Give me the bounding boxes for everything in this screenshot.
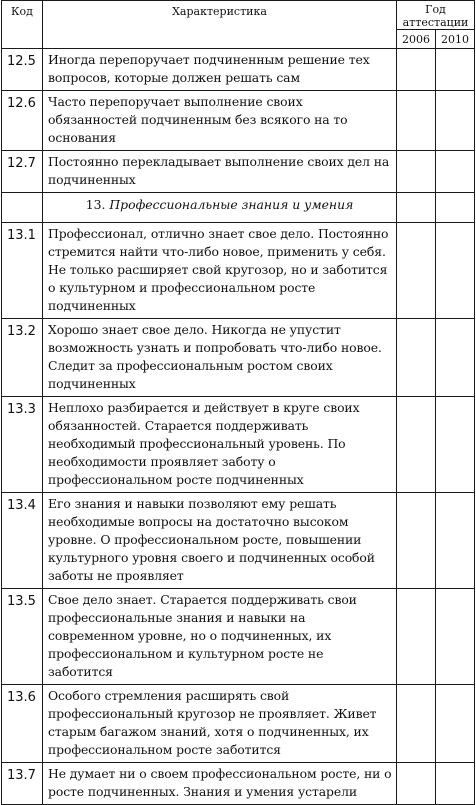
row-year-2006-cell[interactable] [397,319,436,397]
table-row [2,493,475,589]
row-year-2006-cell[interactable] [397,589,436,685]
table-row [2,397,475,493]
row-year-2010-cell[interactable] [436,589,475,685]
table-body-12 [2,49,475,193]
attestation-table [1,0,475,805]
table-row [2,589,475,685]
table-row [2,223,475,319]
table-row [2,151,475,193]
row-code: 13.7 [2,763,43,805]
section-code-cell [2,193,43,223]
section-year2-cell [436,193,475,223]
row-year-2006-cell[interactable] [397,223,436,319]
row-year-2006-cell[interactable] [397,91,436,151]
row-code: 12.7 [2,151,43,193]
row-text: Часто перепоручает выполнение своих обязанностей подчиненным без всякого на то основания [43,91,397,151]
row-year-2010-cell[interactable] [436,397,475,493]
row-code: 12.5 [2,49,43,91]
row-year-2006-cell[interactable] [397,763,436,805]
row-text: Особого стремления расширять свой профессиональный кругозор не проявляет. Живет старым багажом знаний, хотя о подчиненных, их профессиональном росте заботится [43,685,397,763]
row-text: Хорошо знает свое дело. Никогда не упустит возможность узнать и попробовать что-либо новое. Следит за профессиональным ростом своих подчиненных [43,319,397,397]
row-year-2010-cell[interactable] [436,685,475,763]
section-title-text: Профессиональные знания и умения [109,197,354,212]
row-year-2006-cell[interactable] [397,493,436,589]
row-year-2010-cell[interactable] [436,319,475,397]
row-code: 13.1 [2,223,43,319]
section-year1-cell [397,193,436,223]
header-year-line2: аттестации [402,16,469,29]
row-code: 12.6 [2,91,43,151]
table-row [2,91,475,151]
header-year-line1: Год [425,3,446,16]
row-year-2010-cell[interactable] [436,151,475,193]
row-text: Свое дело знает. Старается поддерживать свои профессиональные знания и навыки на современном уровне, но о подчиненных, их профессиональном и культурном росте не заботится [43,589,397,685]
row-year-2010-cell[interactable] [436,763,475,805]
header-year-2010: 2010 [436,30,475,49]
row-year-2010-cell[interactable] [436,493,475,589]
section-row [2,193,475,223]
row-text: Иногда перепоручает подчиненным решение тех вопросов, которые должен решать сам [43,49,397,91]
row-year-2006-cell[interactable] [397,151,436,193]
section-body [2,193,475,223]
row-code: 13.2 [2,319,43,397]
row-code: 13.6 [2,685,43,763]
row-code: 13.4 [2,493,43,589]
header-year-2006: 2006 [397,30,436,49]
header-year-of-attestation [397,1,475,30]
table-row [2,49,475,91]
section-number: 13. [85,197,106,212]
section-title [43,193,397,223]
row-year-2010-cell[interactable] [436,91,475,151]
table-row [2,763,475,805]
table-row [2,685,475,763]
row-year-2010-cell[interactable] [436,223,475,319]
row-code: 13.3 [2,397,43,493]
row-year-2006-cell[interactable] [397,685,436,763]
row-year-2010-cell[interactable] [436,49,475,91]
row-text: Его знания и навыки позволяют ему решать необходимые вопросы на достаточно высоком уровне. О профессиональном росте, повышении культурного уровня своего и подчиненных особой заботы не проявляет [43,493,397,589]
table-row [2,319,475,397]
row-year-2006-cell[interactable] [397,49,436,91]
row-year-2006-cell[interactable] [397,397,436,493]
row-text: Неплохо разбирается и действует в круге своих обязанностей. Старается поддерживать необходимый профессиональный уровень. По необходимости проявляет заботу о профессиональном росте подчиненных [43,397,397,493]
document-page [1,0,475,805]
row-code: 13.5 [2,589,43,685]
header-code: Код [2,1,43,49]
header-characteristic: Характеристика [43,1,397,49]
row-text: Постоянно перекладывает выполнение своих дел на подчиненных [43,151,397,193]
table-body-13 [2,223,475,805]
header-row [2,1,475,30]
row-text: Не думает ни о своем профессиональном росте, ни о росте подчиненных. Знания и умения устарели [43,763,397,805]
row-text: Профессионал, отлично знает свое дело. Постоянно стремится найти что-либо новое, применить у себя. Не только расширяет свой кругозор, но и заботится о культурном и профессиональном росте подчиненных [43,223,397,319]
